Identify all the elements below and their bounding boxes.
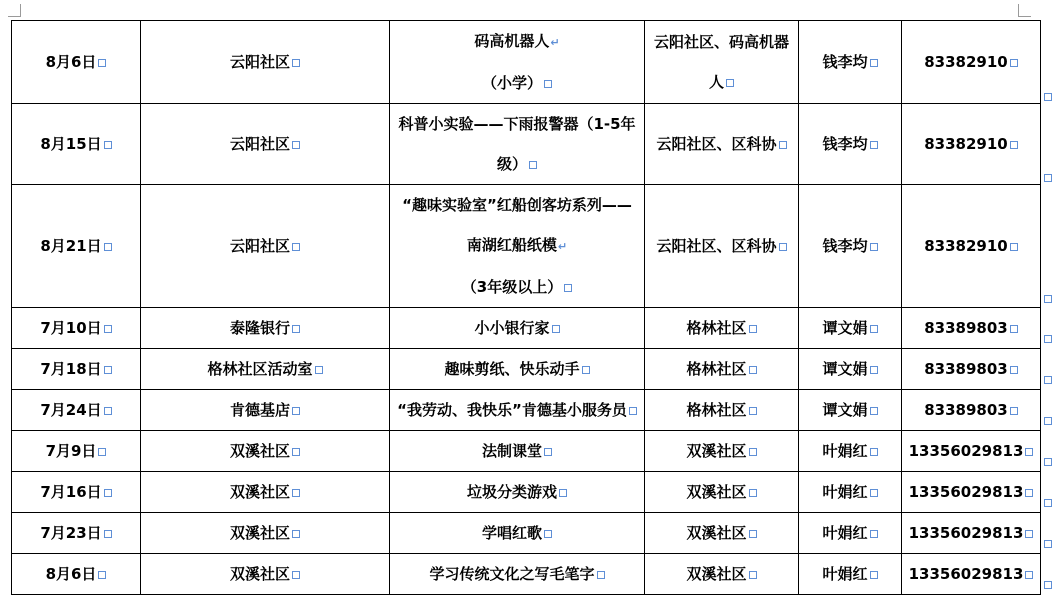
phone-cell[interactable] (902, 472, 1041, 513)
row-end-mark (1044, 458, 1052, 466)
row-end-mark (1044, 581, 1052, 589)
date: 7月16日 (40, 483, 102, 501)
cell-end-mark (104, 530, 112, 538)
cell-end-mark (1025, 489, 1033, 497)
row-end-mark (1044, 295, 1052, 303)
cell-end-mark (749, 407, 757, 415)
venue-cell[interactable] (141, 513, 390, 554)
cell-end-mark (98, 571, 106, 579)
activity-text: 学唱红歌 (481, 524, 542, 542)
cell-end-mark (1010, 59, 1018, 67)
cell-end-mark (104, 489, 112, 497)
organizer-text: 格林社区 (686, 401, 747, 419)
venue-cell[interactable] (141, 308, 390, 349)
date: 8月6日 (45, 565, 97, 583)
cell-end-mark (1010, 243, 1018, 251)
organizer-text: 云阳社区、码高机器 (653, 33, 789, 51)
activity-line (394, 144, 640, 184)
contact: 叶娟红 (822, 483, 868, 501)
activity-text: 码高机器人 (474, 32, 550, 50)
row-end-mark (1044, 499, 1052, 507)
contact: 谭文娟 (822, 401, 868, 419)
paragraph-return-mark: ↵ (557, 240, 568, 253)
organizer-line (649, 472, 794, 512)
contact-cell[interactable] (799, 104, 902, 185)
organizer-line (649, 431, 794, 471)
cell-end-mark (1025, 530, 1033, 538)
cell-end-mark (870, 141, 878, 149)
table-row (12, 308, 1041, 349)
date-cell[interactable] (12, 472, 141, 513)
date: 7月23日 (40, 524, 102, 542)
activity-text: “趣味实验室”红船创客坊系列—— (402, 196, 632, 214)
organizer-line (649, 513, 794, 553)
activity-line (394, 472, 640, 512)
cell-end-mark (1010, 366, 1018, 374)
contact: 谭文娟 (822, 360, 868, 378)
venue-cell[interactable] (141, 349, 390, 390)
activity-text: 垃圾分类游戏 (466, 483, 557, 501)
activity-cell[interactable] (390, 513, 645, 554)
cell-end-mark (726, 79, 734, 87)
activity-line (394, 349, 640, 389)
cell-end-mark (292, 59, 300, 67)
contact-cell[interactable] (799, 390, 902, 431)
cell-end-mark (1010, 141, 1018, 149)
cell-end-mark (292, 407, 300, 415)
organizer-cell[interactable] (645, 185, 799, 308)
table-body (12, 21, 1041, 595)
venue: 双溪社区 (229, 483, 290, 501)
phone-cell[interactable] (902, 554, 1041, 595)
cell-end-mark (559, 489, 567, 497)
organizer-text: 格林社区 (686, 319, 747, 337)
activity-cell[interactable] (390, 349, 645, 390)
cell-end-mark (104, 407, 112, 415)
activity-line (394, 21, 640, 63)
contact: 叶娟红 (822, 442, 868, 460)
cell-end-mark (870, 59, 878, 67)
cell-end-mark (1025, 571, 1033, 579)
activity-text: 法制课堂 (481, 442, 542, 460)
activity-cell[interactable] (390, 390, 645, 431)
cell-end-mark (98, 448, 106, 456)
cell-end-mark (629, 407, 637, 415)
contact: 谭文娟 (822, 319, 868, 337)
cell-end-mark (870, 448, 878, 456)
contact-cell[interactable] (799, 21, 902, 104)
phone: 83389803 (924, 319, 1008, 337)
contact-cell[interactable] (799, 554, 902, 595)
date-cell[interactable] (12, 104, 141, 185)
organizer-text: 双溪社区 (686, 483, 747, 501)
venue: 云阳社区 (229, 237, 290, 255)
organizer-text: 云阳社区、区科协 (656, 135, 777, 153)
phone-cell[interactable] (902, 185, 1041, 308)
organizer-cell[interactable] (645, 472, 799, 513)
phone: 83382910 (924, 135, 1008, 153)
cell-end-mark (870, 366, 878, 374)
activity-line (394, 308, 640, 348)
contact: 叶娟红 (822, 524, 868, 542)
activity-cell[interactable] (390, 21, 645, 104)
cell-end-mark (870, 325, 878, 333)
venue-cell[interactable] (141, 390, 390, 431)
organizer-line (649, 62, 794, 102)
date-cell[interactable] (12, 21, 141, 104)
contact-cell[interactable] (799, 431, 902, 472)
date: 7月10日 (40, 319, 102, 337)
contact: 钱李均 (822, 237, 868, 255)
phone-cell[interactable] (902, 21, 1041, 104)
cell-end-mark (292, 571, 300, 579)
cell-end-mark (870, 243, 878, 251)
cell-end-mark (529, 161, 537, 169)
cell-end-mark (292, 489, 300, 497)
venue-cell[interactable] (141, 21, 390, 104)
cell-end-mark (749, 571, 757, 579)
date: 8月15日 (40, 135, 102, 153)
phone-cell[interactable] (902, 104, 1041, 185)
activity-text: 级） (496, 155, 527, 173)
cell-end-mark (544, 448, 552, 456)
table-row (12, 554, 1041, 595)
organizer-line (649, 124, 794, 164)
organizer-cell[interactable] (645, 513, 799, 554)
activity-line (394, 267, 640, 307)
activity-text: “我劳动、我快乐”肯德基小服务员 (397, 401, 627, 419)
venue: 格林社区活动室 (207, 360, 313, 378)
contact: 钱李均 (822, 53, 868, 71)
phone-cell[interactable] (902, 390, 1041, 431)
organizer-cell[interactable] (645, 308, 799, 349)
activity-text: （3年级以上） (461, 278, 563, 296)
date-cell[interactable] (12, 185, 141, 308)
phone: 83389803 (924, 360, 1008, 378)
activity-line (394, 185, 640, 225)
organizer-line (649, 22, 794, 62)
cell-end-mark (544, 530, 552, 538)
activity-text: 趣味剪纸、快乐动手 (444, 360, 580, 378)
date: 7月9日 (45, 442, 97, 460)
table-row (12, 513, 1041, 554)
activity-line (394, 554, 640, 594)
date-cell[interactable] (12, 554, 141, 595)
row-end-mark (1044, 335, 1052, 343)
cell-end-mark (292, 141, 300, 149)
cell-end-mark (1025, 448, 1033, 456)
contact-cell[interactable] (799, 472, 902, 513)
page-corner-top-left (8, 4, 21, 17)
cell-end-mark (749, 325, 757, 333)
cell-end-mark (597, 571, 605, 579)
organizer-text: 人 (708, 73, 724, 91)
activity-text: 南湖红船纸模 (466, 236, 557, 254)
contact-cell[interactable] (799, 513, 902, 554)
table-row (12, 390, 1041, 431)
venue-cell[interactable] (141, 104, 390, 185)
table-row (12, 431, 1041, 472)
venue: 肯德基店 (229, 401, 290, 419)
organizer-line (649, 390, 794, 430)
cell-end-mark (749, 530, 757, 538)
organizer-cell[interactable] (645, 431, 799, 472)
date-cell[interactable] (12, 308, 141, 349)
phone: 13356029813 (908, 442, 1024, 460)
organizer-text: 双溪社区 (686, 565, 747, 583)
activity-text: 学习传统文化之写毛笔字 (429, 565, 595, 583)
date-cell[interactable] (12, 513, 141, 554)
venue-cell[interactable] (141, 185, 390, 308)
cell-end-mark (870, 489, 878, 497)
date: 8月6日 (45, 53, 97, 71)
table-row (12, 349, 1041, 390)
organizer-text: 云阳社区、区科协 (656, 237, 777, 255)
phone-cell[interactable] (902, 349, 1041, 390)
activity-cell[interactable] (390, 185, 645, 308)
venue: 双溪社区 (229, 524, 290, 542)
organizer-cell[interactable] (645, 349, 799, 390)
phone-cell[interactable] (902, 513, 1041, 554)
contact-cell[interactable] (799, 185, 902, 308)
contact: 叶娟红 (822, 565, 868, 583)
venue-cell[interactable] (141, 472, 390, 513)
cell-end-mark (779, 243, 787, 251)
organizer-cell[interactable] (645, 554, 799, 595)
table-row (12, 104, 1041, 185)
row-end-mark (1044, 174, 1052, 182)
cell-end-mark (104, 141, 112, 149)
cell-end-mark (544, 80, 552, 88)
date: 8月21日 (40, 237, 102, 255)
activity-line (394, 104, 640, 144)
organizer-cell[interactable] (645, 104, 799, 185)
organizer-line (649, 226, 794, 266)
cell-end-mark (292, 243, 300, 251)
activity-line (394, 63, 640, 103)
cell-end-mark (749, 448, 757, 456)
phone: 83382910 (924, 237, 1008, 255)
phone: 13356029813 (908, 524, 1024, 542)
activity-line (394, 225, 640, 267)
cell-end-mark (552, 325, 560, 333)
phone: 13356029813 (908, 565, 1024, 583)
contact: 钱李均 (822, 135, 868, 153)
date: 7月24日 (40, 401, 102, 419)
row-end-mark (1044, 417, 1052, 425)
organizer-text: 双溪社区 (686, 442, 747, 460)
cell-end-mark (292, 448, 300, 456)
phone: 13356029813 (908, 483, 1024, 501)
cell-end-mark (1010, 407, 1018, 415)
venue: 双溪社区 (229, 565, 290, 583)
cell-end-mark (104, 325, 112, 333)
cell-end-mark (315, 366, 323, 374)
venue: 云阳社区 (229, 135, 290, 153)
cell-end-mark (870, 530, 878, 538)
organizer-text: 格林社区 (686, 360, 747, 378)
activity-cell[interactable] (390, 554, 645, 595)
activity-schedule-table (11, 20, 1041, 595)
page-corner-top-right (1018, 4, 1031, 17)
activity-cell[interactable] (390, 431, 645, 472)
cell-end-mark (582, 366, 590, 374)
venue: 双溪社区 (229, 442, 290, 460)
phone: 83382910 (924, 53, 1008, 71)
organizer-line (649, 349, 794, 389)
cell-end-mark (292, 325, 300, 333)
cell-end-mark (104, 243, 112, 251)
activity-text: 小小银行家 (474, 319, 550, 337)
venue: 云阳社区 (229, 53, 290, 71)
table-row (12, 472, 1041, 513)
cell-end-mark (870, 407, 878, 415)
date-cell[interactable] (12, 390, 141, 431)
organizer-cell[interactable] (645, 390, 799, 431)
phone-cell[interactable] (902, 431, 1041, 472)
contact-cell[interactable] (799, 349, 902, 390)
activity-text: （小学） (481, 74, 542, 92)
organizer-line (649, 308, 794, 348)
organizer-text: 双溪社区 (686, 524, 747, 542)
activity-cell[interactable] (390, 104, 645, 185)
row-end-mark (1044, 540, 1052, 548)
activity-line (394, 390, 640, 430)
cell-end-mark (104, 366, 112, 374)
date-cell[interactable] (12, 431, 141, 472)
cell-end-mark (749, 489, 757, 497)
activity-line (394, 431, 640, 471)
phone: 83389803 (924, 401, 1008, 419)
paragraph-return-mark: ↵ (550, 36, 560, 49)
cell-end-mark (749, 366, 757, 374)
cell-end-mark (98, 59, 106, 67)
date-cell[interactable] (12, 349, 141, 390)
organizer-line (649, 554, 794, 594)
cell-end-mark (779, 141, 787, 149)
contact-cell[interactable] (799, 308, 902, 349)
activity-cell[interactable] (390, 472, 645, 513)
cell-end-mark (1010, 325, 1018, 333)
cell-end-mark (292, 530, 300, 538)
venue: 泰隆银行 (229, 319, 290, 337)
venue-cell[interactable] (141, 554, 390, 595)
venue-cell[interactable] (141, 431, 390, 472)
row-end-mark (1044, 93, 1052, 101)
table-row (12, 21, 1041, 104)
organizer-cell[interactable] (645, 21, 799, 104)
activity-line (394, 513, 640, 553)
table-row (12, 185, 1041, 308)
row-end-mark (1044, 376, 1052, 384)
date: 7月18日 (40, 360, 102, 378)
activity-text: 科普小实验——下雨报警器（1-5年 (398, 115, 636, 133)
cell-end-mark (564, 284, 572, 292)
activity-cell[interactable] (390, 308, 645, 349)
cell-end-mark (870, 571, 878, 579)
phone-cell[interactable] (902, 308, 1041, 349)
